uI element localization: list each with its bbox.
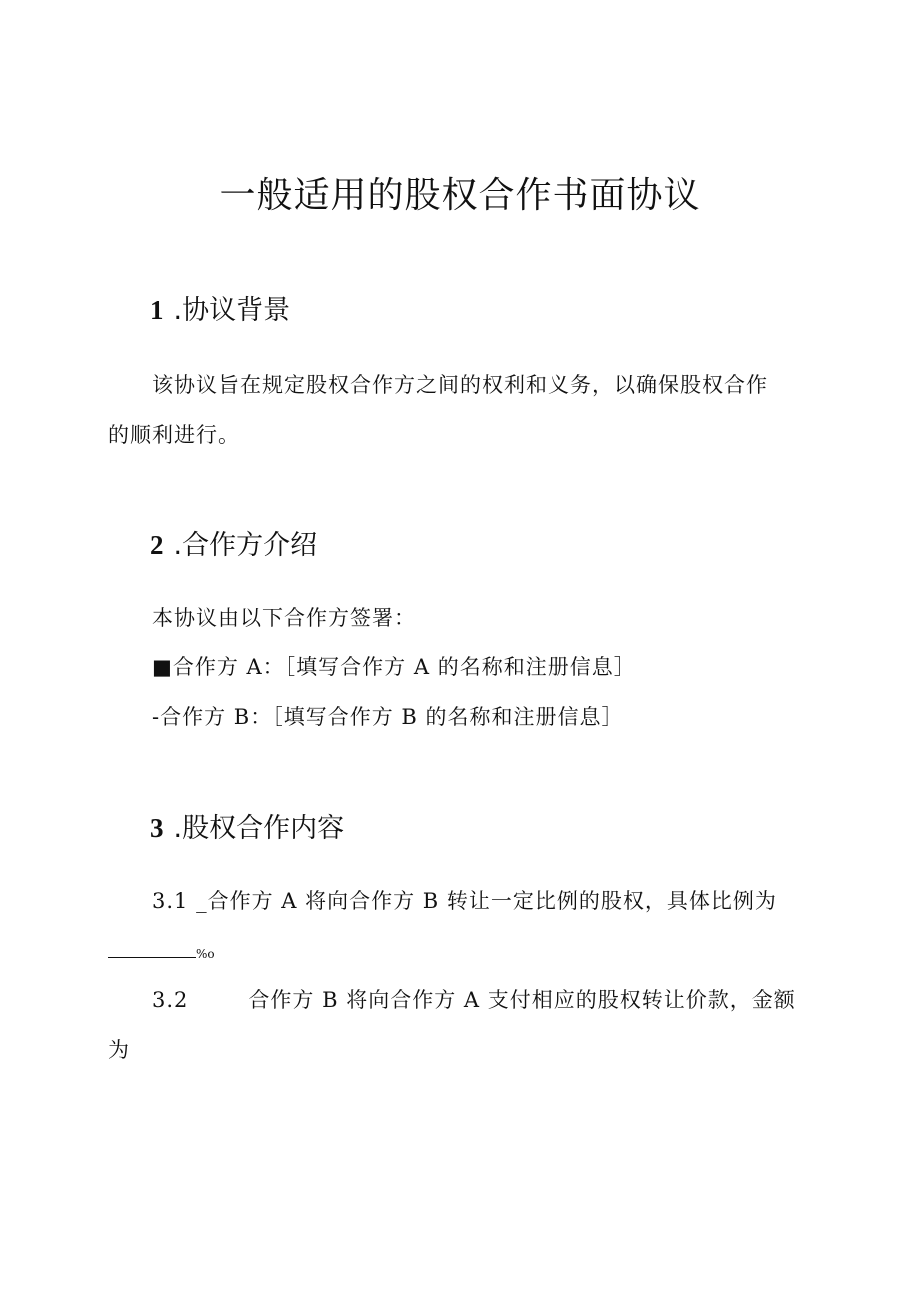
section-1-title: .协议背景: [173, 295, 291, 326]
percentage-sign: %o: [196, 947, 215, 961]
section-1-number: 1: [150, 295, 164, 325]
clause-3-1-line-1: 3.1 _合作方 A 将向合作方 B 转让一定比例的股权，具体比例为: [152, 889, 777, 913]
clause-3-2-text: 合作方 B 将向合作方 A 支付相应的股权转让价款，金额: [248, 988, 796, 1012]
clause-3-2-line-2: 为: [108, 1038, 130, 1062]
section-1-paragraph-line-2: 的顺利进行。: [108, 423, 240, 447]
clause-3-1-line-2: [108, 936, 215, 969]
document-title: 一般适用的股权合作书面协议: [219, 175, 701, 216]
section-3-number: 3: [150, 813, 164, 843]
section-2-number: 2: [150, 530, 164, 560]
party-a-line: ■合作方 A：［填写合作方 A 的名称和注册信息］: [152, 655, 636, 679]
clause-3-2-line-1: [152, 985, 796, 1015]
section-2-heading: [150, 527, 317, 564]
section-2-intro: 本协议由以下合作方签署：: [152, 606, 416, 630]
section-3-title: .股权合作内容: [173, 813, 345, 844]
section-1-heading: [150, 292, 290, 329]
section-1-paragraph-line-1: 该协议旨在规定股权合作方之间的权利和义务，以确保股权合作: [152, 373, 768, 397]
percentage-blank: [108, 939, 196, 958]
clause-3-2-number: 3.2: [152, 988, 189, 1012]
party-b-line: -合作方 B：［填写合作方 B 的名称和注册信息］: [152, 705, 624, 729]
section-3-heading: [150, 810, 344, 847]
section-2-title: .合作方介绍: [173, 530, 318, 561]
